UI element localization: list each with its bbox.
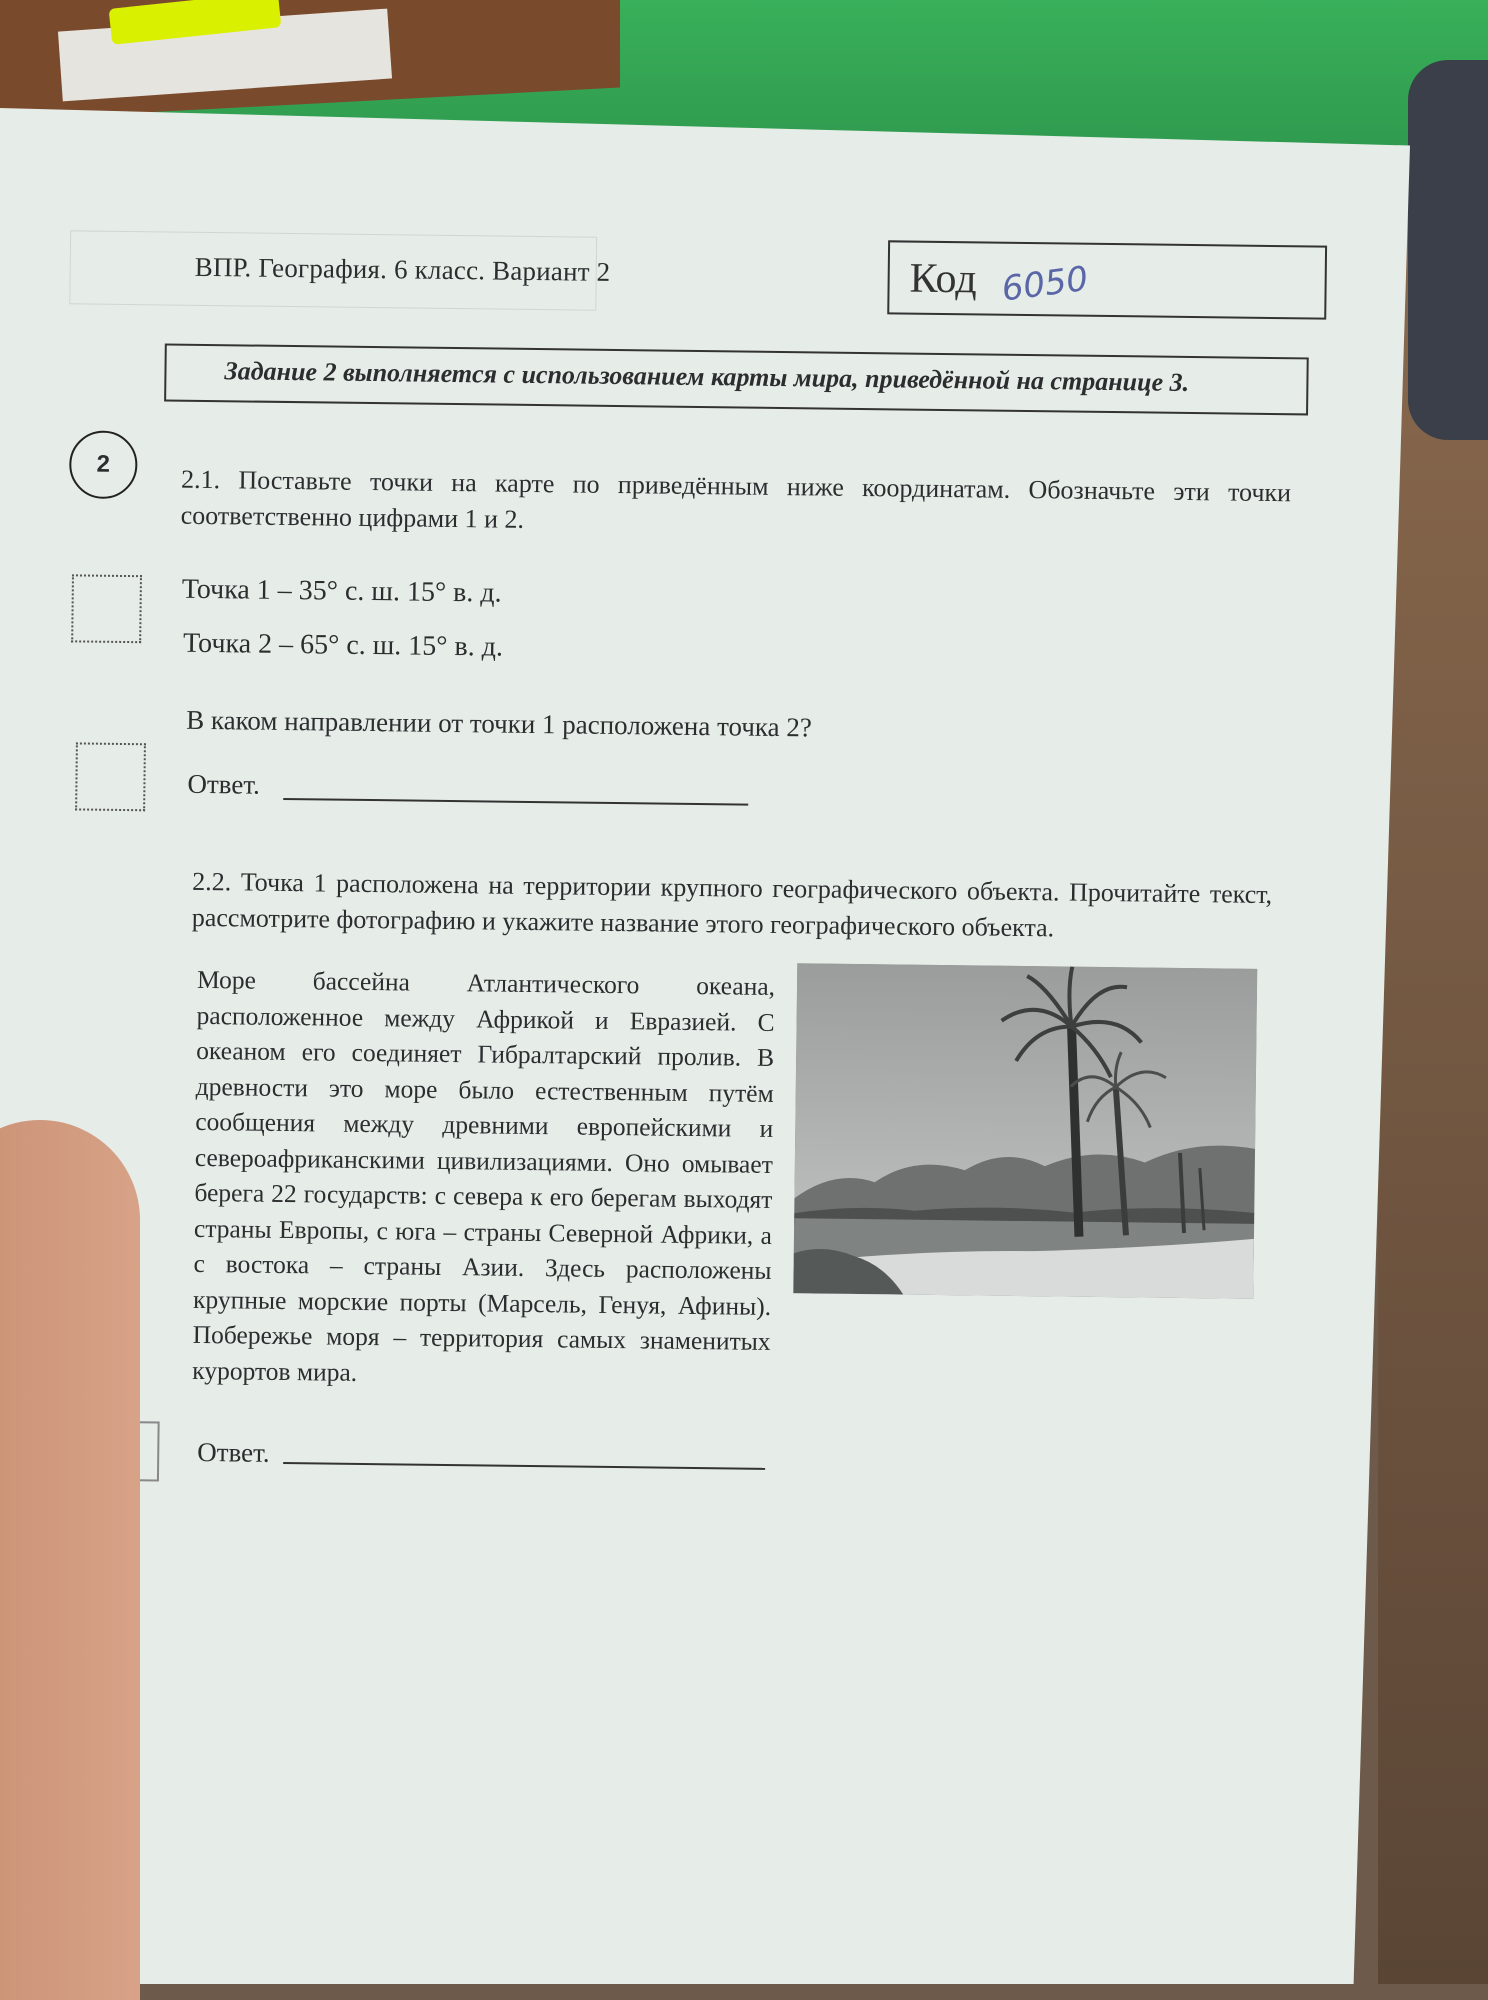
point-2-coords: Точка 2 – 65° с. ш. 15° в. д.	[182, 627, 504, 663]
page-header-title: ВПР. География. 6 класс. Вариант 2	[194, 251, 611, 287]
answer-line-2-2[interactable]	[283, 1462, 765, 1470]
answer-label-2-1: Ответ.	[187, 768, 261, 800]
question-2-1: 2.1. Поставьте точки на карте по приведённым ниже координатам. Обозначьте эти точки соответственно цифрами 1 и 2.	[180, 464, 1292, 534]
chair	[1408, 60, 1488, 440]
palm-beach-icon	[793, 963, 1257, 1299]
task-banner	[164, 343, 1309, 415]
task-banner-text: Задание 2 выполняется с использованием карты мира, приведённой на странице 3.	[224, 356, 1190, 397]
coastal-photo	[793, 963, 1257, 1299]
thumb	[0, 1120, 140, 2000]
score-box-1[interactable]	[71, 574, 142, 643]
score-box-2[interactable]	[75, 742, 146, 811]
task-number-badge: 2	[69, 430, 138, 499]
answer-label-2-2: Ответ.	[197, 1436, 270, 1468]
answer-line-2-1[interactable]	[283, 798, 748, 806]
code-value-handwritten: 6050	[999, 258, 1091, 310]
question-2-2: 2.2. Точка 1 расположена на территории крупного географического объекта. Прочитайте текст, рассмотрите фотографию и укажите название этого географического объекта.	[191, 866, 1273, 943]
sea-description: Море бассейна Атлантического океана, расположенное между Африкой и Евразией. С океаном его соединяет Гибралтарский пролив. В древности это море было естественным путём сообщения между древними европейскими и североафриканскими цивилизациями. Оно омывает берега 22 государств: с севера к его берегам выходят страны Европы, с юга – страны Северной Африки, а с востока – страны Азии. Здесь расположены крупные морские порты (Марсель, Генуя, Афины). Побережье моря – территория самых знаменитых курортов мира.	[192, 964, 776, 1387]
code-box	[887, 240, 1327, 319]
direction-question: В каком направлении от точки 1 расположена точка 2?	[186, 704, 812, 743]
code-label: Код	[909, 255, 978, 303]
point-1-coords: Точка 1 – 35° с. ш. 15° в. д.	[181, 573, 502, 609]
